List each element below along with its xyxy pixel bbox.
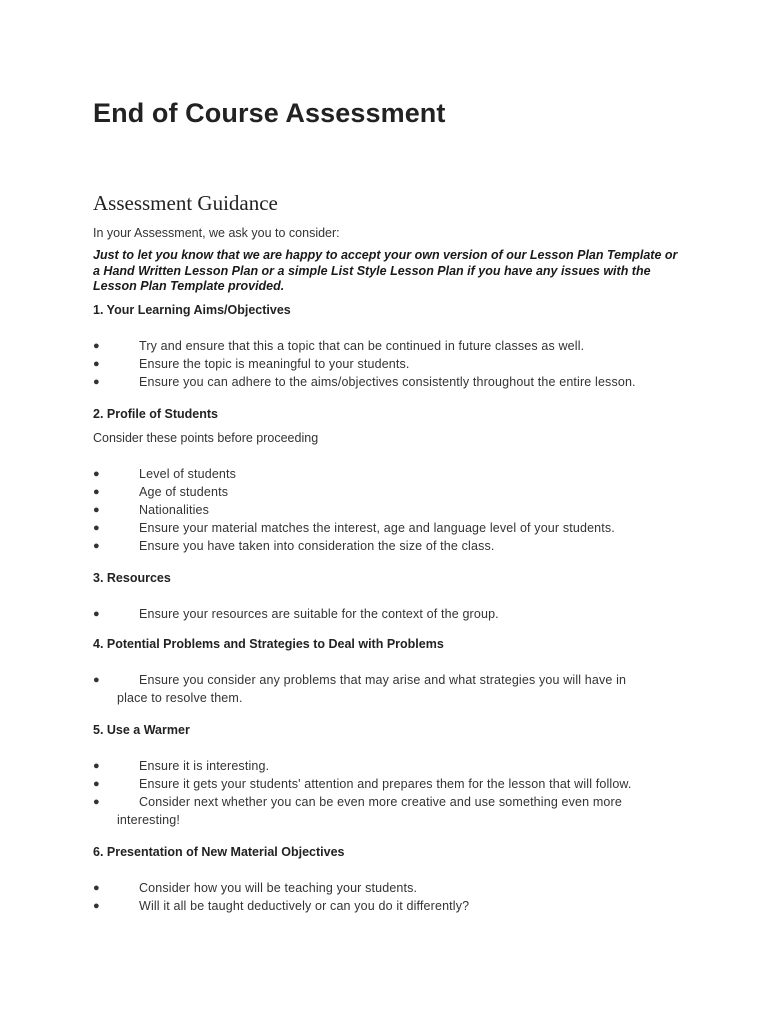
list-problems: [93, 671, 693, 707]
list-item: ● Level of students: [93, 467, 237, 481]
section-heading-presentation: 6. Presentation of New Material Objectives: [93, 845, 345, 859]
list-item: ● Consider next whether you can be even more creative and use something even more interesting!: [93, 795, 622, 827]
list-item: ● Ensure the topic is meaningful to your students.: [93, 357, 410, 371]
bullet-icon: ●: [93, 900, 100, 912]
bullet-icon: ●: [93, 882, 100, 894]
list-item: ● Nationalities: [93, 503, 210, 517]
page-title: End of Course Assessment: [93, 98, 446, 128]
section-heading-resources: 3. Resources: [93, 571, 171, 585]
list-item: ● Ensure you can adhere to the aims/objectives consistently throughout the entire lesson.: [93, 375, 636, 389]
bullet-icon: ●: [93, 778, 100, 790]
list-item: ● Ensure it is interesting.: [93, 759, 270, 773]
bullet-icon: ●: [93, 486, 100, 498]
bullet-icon: ●: [93, 376, 100, 388]
list-item: ● Will it all be taught deductively or can you do it differently?: [93, 899, 470, 913]
list-item: ● Ensure your material matches the interest, age and language level of your students.: [93, 521, 615, 535]
bullet-icon: ●: [93, 504, 100, 516]
bullet-icon: ●: [93, 540, 100, 552]
list-item: ● Ensure it gets your students' attention and prepares them for the lesson that will follow.: [93, 777, 632, 791]
section-heading-problems: 4. Potential Problems and Strategies to Deal with Problems: [93, 637, 444, 651]
intro-text: In your Assessment, we ask you to consider:: [93, 226, 340, 240]
bullet-icon: ●: [93, 522, 100, 534]
list-item: ● Consider how you will be teaching your students.: [93, 881, 418, 895]
bullet-icon: ●: [93, 674, 100, 686]
list-item: ● Try and ensure that this a topic that can be continued in future classes as well.: [93, 339, 585, 353]
notice-text: Just to let you know that we are happy to accept your own version of our Lesson Plan Template or a Hand Written Lesson Plan or a simple List Style Lesson Plan if you have any issues with the Lesson Plan Template provided.: [93, 248, 678, 293]
section-heading-warmer: 5. Use a Warmer: [93, 723, 190, 737]
profile-note: Consider these points before proceeding: [93, 431, 319, 445]
list-profile: [93, 465, 693, 555]
list-resources: [93, 605, 693, 623]
list-item: ● Ensure you consider any problems that may arise and what strategies you will have in place to resolve them.: [93, 673, 627, 705]
bullet-icon: ●: [93, 340, 100, 352]
bullet-icon: ●: [93, 760, 100, 772]
bullet-icon: ●: [93, 358, 100, 370]
bullet-icon: ●: [93, 608, 100, 620]
list-warmer: [93, 757, 693, 829]
list-item: ● Ensure your resources are suitable for the context of the group.: [93, 607, 499, 621]
list-item: ● Age of students: [93, 485, 229, 499]
list-presentation: [93, 879, 693, 915]
section-heading-aims: 1. Your Learning Aims/Objectives: [93, 303, 291, 317]
section-heading-profile: 2. Profile of Students: [93, 407, 219, 421]
bullet-icon: ●: [93, 796, 100, 808]
bullet-icon: ●: [93, 468, 100, 480]
list-aims: [93, 337, 693, 391]
section-title: Assessment Guidance: [93, 191, 278, 215]
list-item: ● Ensure you have taken into consideration the size of the class.: [93, 539, 495, 553]
